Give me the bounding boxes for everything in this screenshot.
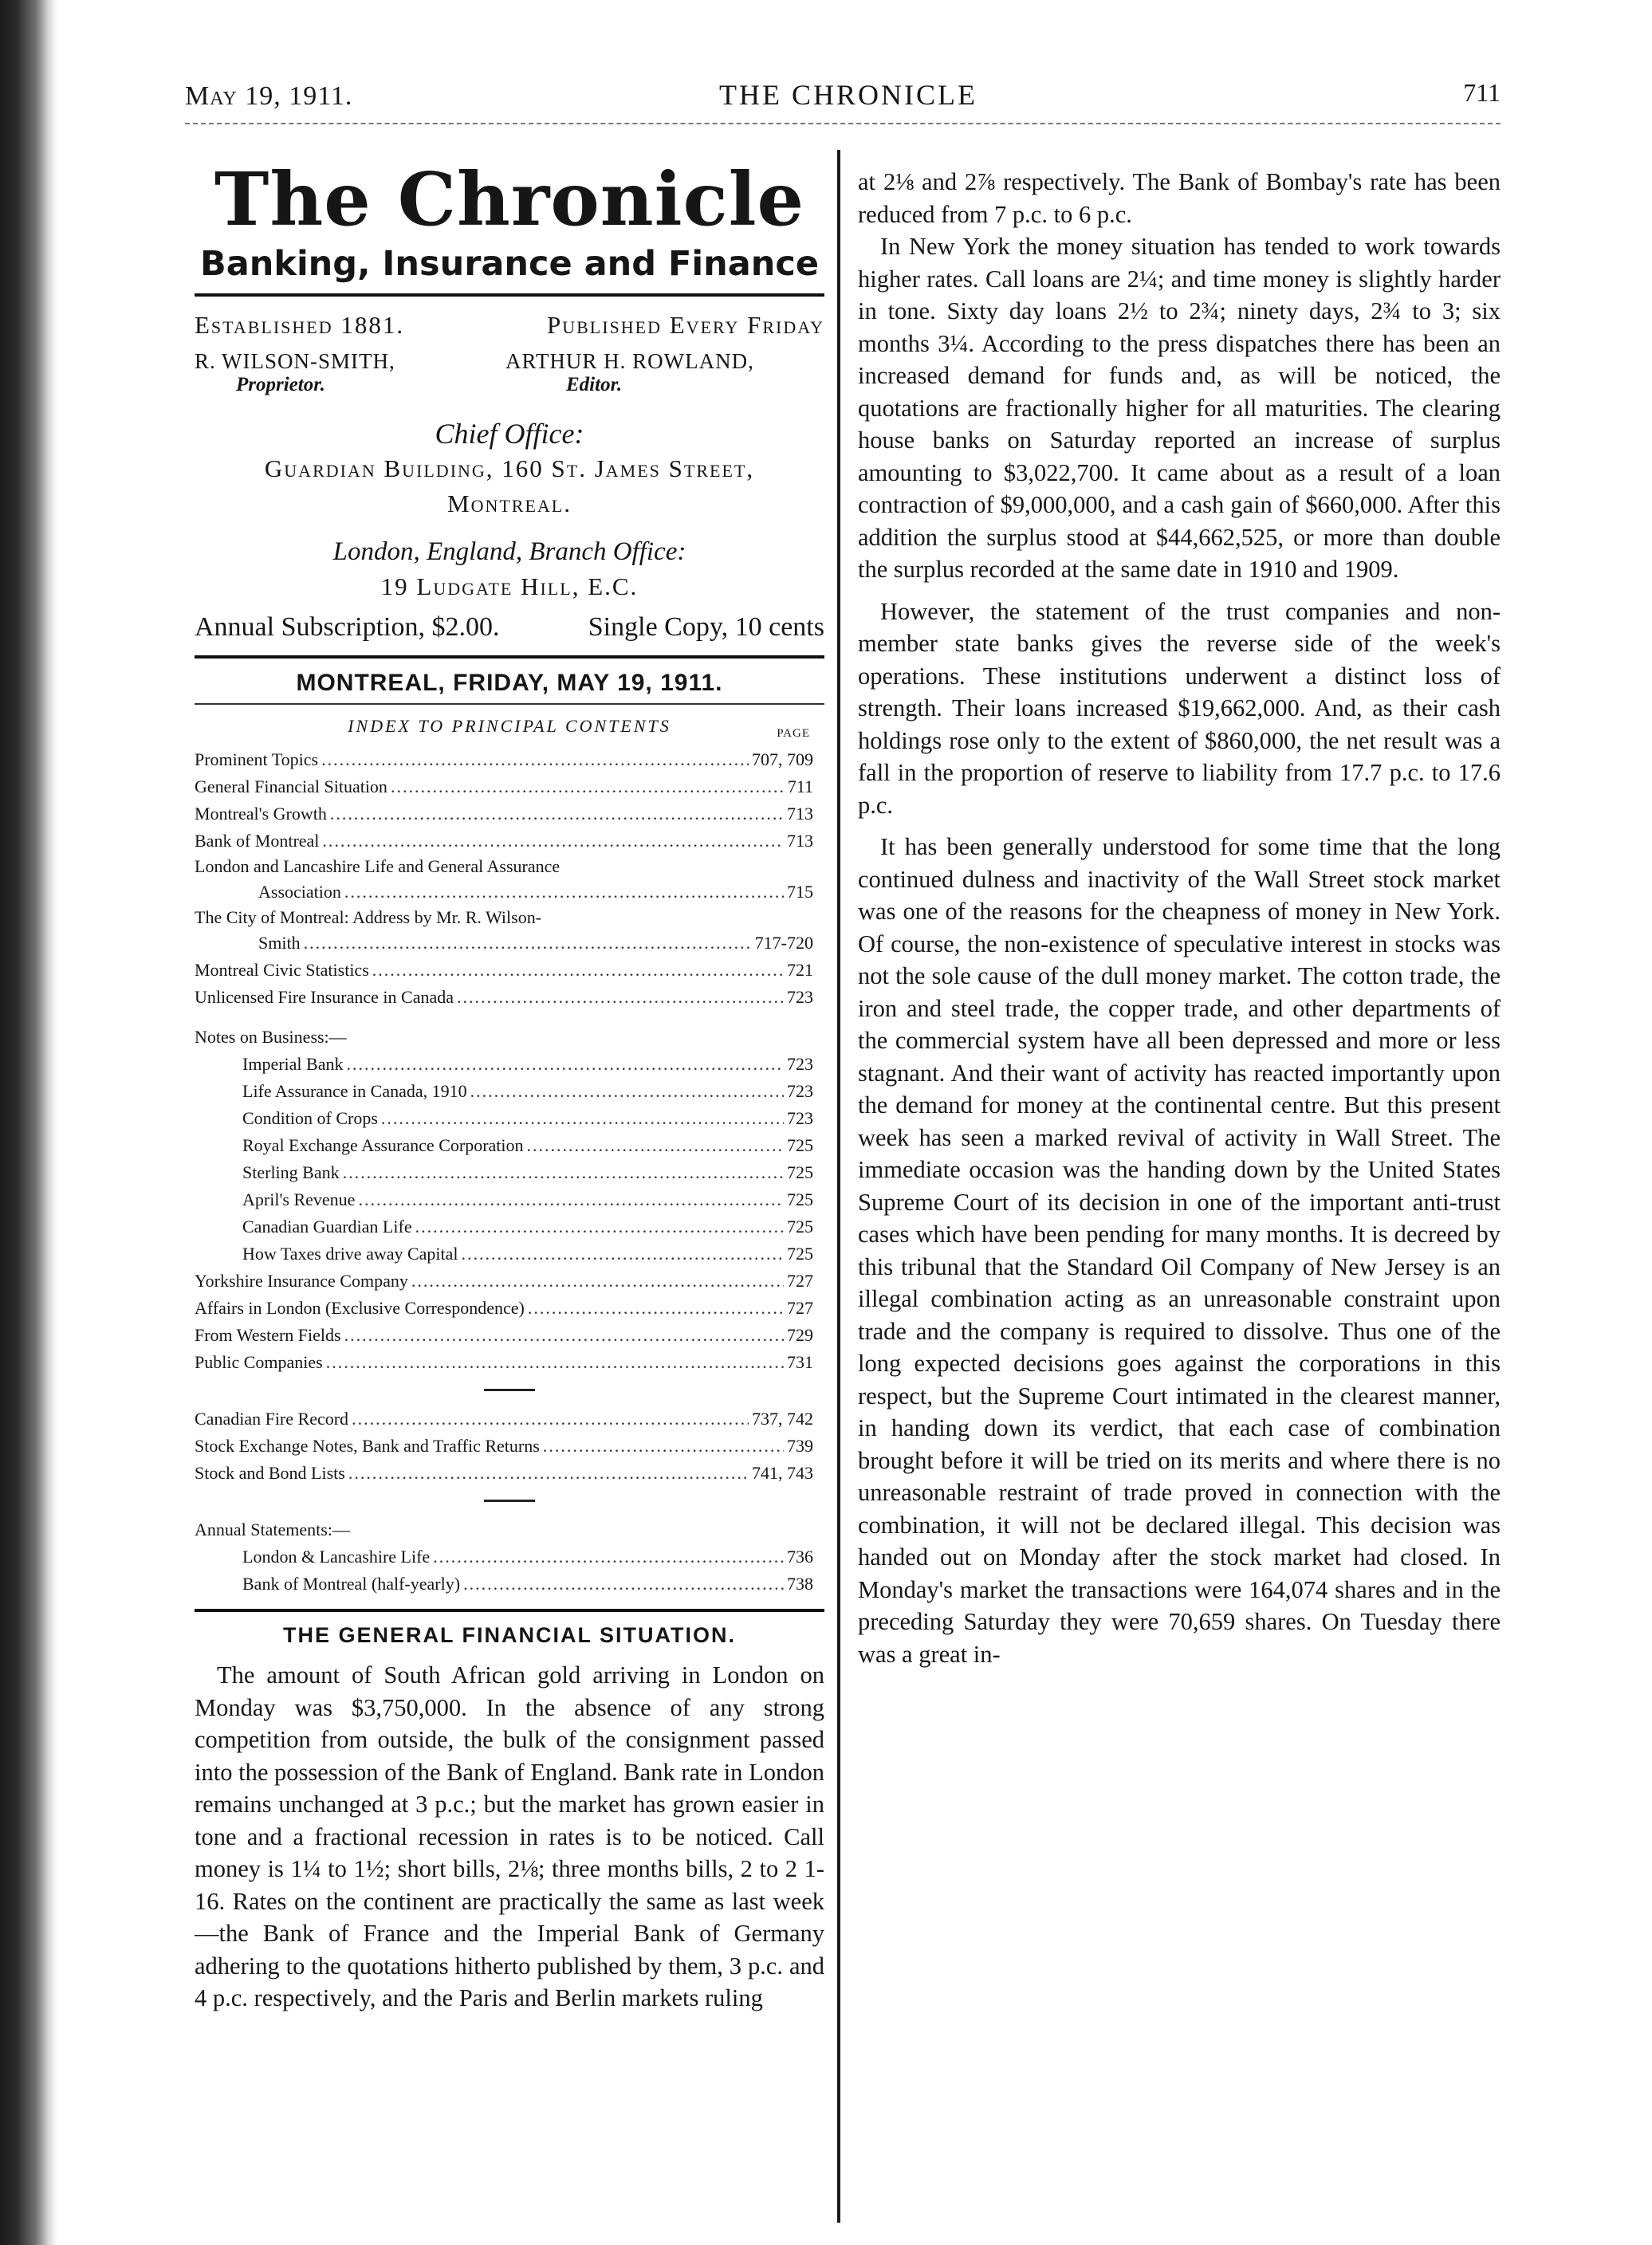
index-entry: Montreal's Growth ..... 713: [195, 800, 824, 828]
dateline: MONTREAL, FRIDAY, MAY 19, 1911.: [296, 670, 723, 696]
publication-info: [195, 308, 824, 349]
annual-statements-label: Annual Statements:—: [195, 1520, 350, 1539]
single-copy-price: Single Copy, 10 cents: [588, 612, 824, 642]
index-entry: Bank of Montreal (half-yearly) ..... 738: [195, 1571, 824, 1598]
branch-office-label: London, England, Branch Office:: [332, 537, 686, 566]
column-divider: [837, 150, 840, 2223]
notes-on-business-label: Notes on Business:—: [195, 1027, 347, 1047]
index-entry: General Financial Situation ..... 711: [195, 773, 824, 800]
proprietor-name: R. WILSON-SMITH,: [195, 349, 395, 373]
index-entry: April's Revenue ..... 725: [195, 1186, 824, 1213]
editor-name: ARTHUR H. ROWLAND,: [505, 349, 754, 373]
index-entry: Stock Exchange Notes, Bank and Traffic Returns ..... 739: [195, 1433, 824, 1460]
article-paragraph-continued: at 2⅛ and 2⅞ respectively. The Bank of Bombay's rate has been reduced from 7 p.c. to 6 p.c.: [858, 168, 1501, 228]
index-list: [195, 746, 824, 1598]
masthead-title: The Chronicle: [214, 156, 805, 242]
index-divider: [484, 1389, 535, 1391]
index-entry: Canadian Guardian Life ..... 725: [195, 1213, 824, 1240]
published-line: Published Every Friday: [546, 311, 824, 339]
index-entry: How Taxes drive away Capital ..... 725: [195, 1240, 824, 1268]
subscription-info: [195, 609, 824, 649]
index-page-label: PAGE: [777, 727, 810, 740]
masthead: [195, 156, 824, 705]
header-page-number: 711: [1463, 78, 1501, 107]
index-entry: The City of Montreal: Address by Mr. R. Wilson- Smith ..... 717-720: [195, 906, 824, 957]
index-entry: Yorkshire Insurance Company ..... 727: [195, 1268, 824, 1295]
index-entry: Life Assurance in Canada, 1910 ..... 723: [195, 1078, 824, 1105]
index-entry: London and Lancashire Life and General Assurance Association ..... 715: [195, 855, 824, 906]
masthead-rule: [195, 293, 824, 297]
header-rule: [185, 123, 1501, 124]
chief-office-address-1: Guardian Building, 160 St. James Street,: [264, 454, 755, 482]
editor: [505, 349, 824, 396]
index-entry: Condition of Crops ..... 723: [195, 1105, 824, 1132]
annual-subscription: Annual Subscription, $2.00.: [195, 612, 500, 642]
newspaper-page: [185, 77, 1501, 2229]
index-entry: Canadian Fire Record ..... 737, 742: [195, 1406, 824, 1433]
index-entry: London & Lancashire Life ..... 736: [195, 1543, 824, 1571]
index-entry: Bank of Montreal ..... 713: [195, 828, 824, 855]
index-entry: Unlicensed Fire Insurance in Canada ..... 723: [195, 984, 824, 1011]
established-line: Established 1881.: [195, 311, 405, 339]
branch-office-address: 19 Ludgate Hill, E.C.: [380, 572, 639, 600]
index-entry: Public Companies ..... 731: [195, 1349, 824, 1376]
index-entry: Stock and Bond Lists ..... 741, 743: [195, 1460, 824, 1487]
left-column: [195, 156, 824, 2221]
index-entry: Imperial Bank ..... 723: [195, 1051, 824, 1078]
proprietor: [195, 349, 450, 396]
index-entry: From Western Fields ..... 729: [195, 1322, 824, 1349]
contents-index: [195, 711, 824, 1598]
article-paragraph: However, the statement of the trust companies and non-member state banks gives the reverse side of the week's operations. These institutions underwent a distinct loss of strength. Their loans increased $19,662,000. And, as their cash holdings rose only to the extent of $860,000, the net result was a fall in the proportion of reserve to liability from 17.7 p.c. to 17.6 p.c.: [858, 597, 1501, 819]
masthead-subtitle: Banking, Insurance and Finance: [199, 244, 820, 284]
scan-binding-edge: [0, 0, 57, 2245]
index-entry: Sterling Bank ..... 725: [195, 1159, 824, 1186]
header-date: May 19, 1911.: [185, 81, 353, 111]
header-title: THE CHRONICLE: [719, 79, 977, 111]
article-paragraph: In New York the money situation has tended to work towards higher rates. Call loans are 2¼; and time money is slightly harder in tone. Sixty day loans 2½ to 2¾; ninety days, 2¾ to 3; six months 3¼. According to the press dispatches there has been an increased demand for funds and, as will be noticed, the quotations are fractionally higher for all maturities. The clearing house banks on Saturday reported an increase of surplus amounting to $3,022,700. It came about as a result of a loan contraction of $9,000,000, and a cash gain of $660,000. After this addition the surplus stood at $44,662,525, or more than double the surplus recorded at the same date in 1910 and 1909.: [858, 233, 1501, 583]
article-top-rule: [195, 1609, 824, 1612]
dateline-bottom-rule: [195, 703, 824, 705]
running-header: [185, 77, 1501, 121]
index-divider: [484, 1500, 535, 1502]
index-entry: Affairs in London (Exclusive Correspondence) ..... 727: [195, 1295, 824, 1322]
proprietor-role: Proprietor.: [236, 374, 325, 395]
chief-office-address-2: Montreal.: [447, 489, 572, 517]
right-column: [858, 166, 1501, 2215]
index-heading-row: [195, 711, 824, 746]
article-title: THE GENERAL FINANCIAL SITUATION.: [282, 1623, 736, 1647]
staff-names: [195, 349, 824, 416]
index-heading: INDEX TO PRINCIPAL CONTENTS: [348, 716, 671, 736]
article-paragraph: The amount of South African gold arriving in London on Monday was $3,750,000. In the absence of any strong competition from outside, the bulk of the consignment passed into the possession of the Bank of England. Bank rate in London remains unchanged at 3 p.c.; but the market has grown easier in tone and a fractional recession in rates is to be noticed. Call money is 1¼ to 1½; short bills, 2⅛; three months bills, 2 to 2 1-16. Rates on the continent are practically the same as last week—the Bank of France and the Imperial Bank of Germany adhering to the quotations hitherto published by them, 3 p.c. and 4 p.c. respectively, and the Paris and Berlin markets ruling: [195, 1661, 824, 2011]
index-entry: Prominent Topics ..... 707, 709: [195, 746, 824, 773]
editor-role: Editor.: [566, 374, 623, 395]
dateline-top-rule: [195, 655, 824, 659]
article-paragraph: It has been generally understood for some time that the long continued dulness and inactivity of the Wall Street stock market was one of the reasons for the cheapness of money in New York. Of course, the non-existence of speculative interest in stocks was not the sole cause of the dull money market. The cotton trade, the iron and steel trade, the copper trade, and other departments of the commercial system have all been depressed and more or less stagnant. And their want of activity has reacted importantly upon the demand for money at the continental centre. But this present week has seen a marked revival of activity in Wall Street. The immediate occasion was the handing down by the United States Supreme Court of its decision in one of the important anti-trust cases which have been pending for many months. It is decreed by this tribunal that the Standard Oil Company of New Jersey is an illegal combination acting as an unreasonable constraint upon trade and the company is required to dissolve. Thus one of the long expected decisions goes against the corporations in this respect, but the Supreme Court intimated in the clearest manner, in handing down its verdict, that each case of combination brought before it will be tried on its merits and where there is no unreasonable restraint of trade proved in connection with the combination, it will not be declared illegal. This decision was handed out on Monday after the stock market had closed. In Monday's market the transactions were 164,074 shares and in the preceding Saturday they were 70,659 shares. On Tuesday there was a great in-: [858, 833, 1501, 1668]
index-entry: Royal Exchange Assurance Corporation ..... 725: [195, 1132, 824, 1159]
index-entry: Montreal Civic Statistics ..... 721: [195, 957, 824, 984]
chief-office-label: Chief Office:: [435, 418, 584, 450]
